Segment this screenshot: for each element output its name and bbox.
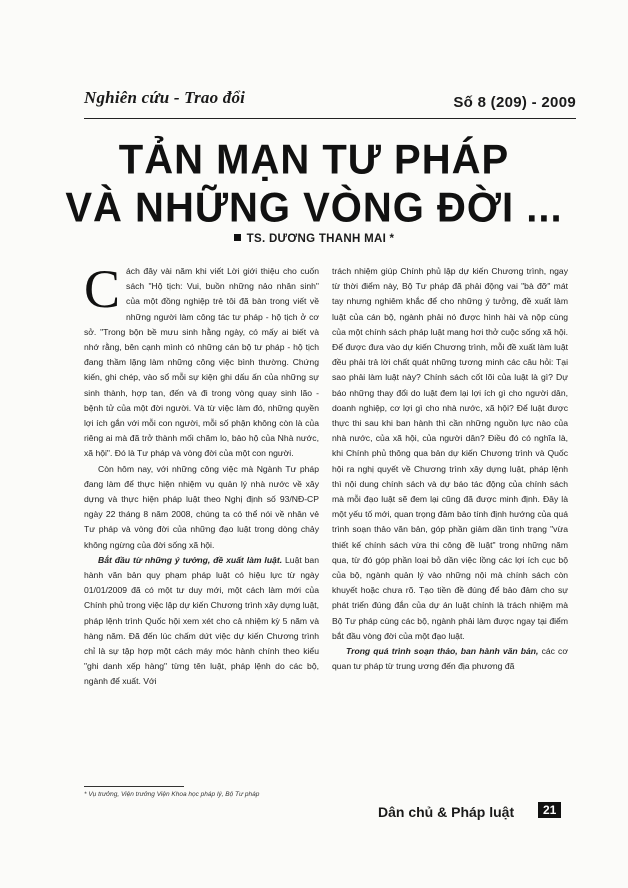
right-column (332, 264, 568, 674)
author-byline (0, 233, 628, 245)
header-rule (84, 118, 576, 119)
running-header (84, 86, 576, 116)
paragraph (84, 553, 319, 690)
author-footnote: * Vụ trưởng, Viện trưởng Viện Khoa học pháp lý, Bộ Tư pháp (84, 791, 260, 798)
footer-publication-title: Dân chủ & Pháp luật (378, 804, 515, 820)
paragraph-text: các cơ quan tư pháp từ trung ương đến địa phương đã (332, 646, 568, 672)
section-title: Nghiên cứu - Trao đổi (84, 88, 246, 107)
issue-number: Số 8 (209) - 2009 (453, 94, 576, 111)
paragraph: trách nhiệm giúp Chính phủ lập dự kiến Chương trình, ngay từ thời điểm này, Bộ Tư pháp đã phải động vai "bà đỡ" mát tay nhưng nghiêm khắc để cho những ý tưởng, đề xuất làm luật của cán bộ, ngành phải nó được hình hài và nộp cùng của một chính sách pháp luật mang hơi thở cuộc sống xã hội. Để được đưa vào dự kiến Chương trình, mỗi đề xuất làm luật đều phải trả lời chất quát những tương minh các câu hỏi: Tại sao phải làm luật này? Chính sách cốt lõi của luật là gì? Dự báo những thay đổi do luật đem lại lợi ích gì cho người dân, doanh nghiệp, cơ lợi gì cho nhà nước, xã hội? Để luật được thực thi sau khi ban hành thì cần những nguồn lực nào của nhà nước, của xã hội, của người dân? Điều đó có nghĩa là, khi Chính phủ thông qua bản dự kiến Chương trình và Quốc hội ra nghị quyết về Chương trình xây dựng luật, pháp lệnh thì nội dung chính sách và dự báo tác động của chính sách mà mỗi đạo luật sẽ đem lại cũng đã được minh định. Đây là một yếu tố mới, quan trọng đảm bảo tính định hướng của quá trình soạn thảo văn bản, góp phần giảm dần tình trạng "vừa thiết kế chính sách vừa thi công đề luật" trong những năm qua, từ đó góp phần loại bỏ dần việc lồng các lợi ích cục bộ của bộ, ngành quản lý vào những nội mà chính sách còn khuyết hoặc chưa rõ. Tạo tiền đề đúng để bảo đảm cho sự phát triển đúng đắn của dự án luật chính là trách nhiệm mà Bộ Tư pháp cùng các bộ, ngành phải làm được ngay tại điểm bắt đầu vòng đời của một đạo luật. (332, 266, 568, 641)
paragraph-lead: Trong quá trình soạn thảo, ban hành văn bản, (346, 646, 539, 657)
paragraph-lead: Bắt đầu từ những ý tưởng, đề xuất làm luật. (98, 554, 283, 565)
paragraph (332, 644, 568, 674)
left-column (84, 259, 320, 690)
paragraph: Còn hôm nay, với những công việc mà Ngành Tư pháp đang làm để thực hiện nhiệm vụ quản lý nhà nước về xây dựng và thực hiện pháp luật theo Nghị định số 93/NĐ-CP ngày 22 tháng 8 năm 2008, chúng ta có thể nói về nhân vẻ Tư pháp và vòng đời của những đạo luật trong dòng chảy không ngừng của đời sống xã hội. (84, 463, 319, 550)
author-name: TS. DƯƠNG THANH MAI * (246, 233, 395, 245)
paragraph-text: ách đây vài năm khi viết Lời giới thiệu cho cuốn sách "Hộ tịch: Vui, buồn những nảo nhân sinh" của một đồng nghiệp trẻ tôi đã bàn trong viết về những người làm công tác tư pháp - hộ tịch ở cơ sở. "Trong bộn bề mưu sinh hằng ngày, có mấy ai biết và nhớ rằng, bên cạnh mình có những cán bộ tư pháp - hộ tịch đang thầm lặng làm những công việc bình thường. Chứng kiến, ghi chép, vào sổ mỗi sự kiện ghi dấu ấn của những sự sinh thành, hợp tan, đến và đi trong vòng quay sinh lão - bệnh tử của một đời người. Và từ việc làm đó, những quyền lợi ích gắn với mỗi con người, mỗi số phận không còn là của riêng ai mà đã trở thành mối chăm lo, bảo hộ của Nhà nước, xã hội". Đó là Tư pháp và vòng đời của một con người. (84, 266, 319, 459)
drop-cap: C (84, 259, 121, 319)
paragraph (84, 259, 319, 462)
article-title-line-1: TẢN MẠN TƯ PHÁP (118, 136, 510, 184)
page-number: 21 (538, 802, 561, 818)
footnote-rule (84, 786, 184, 787)
article-title-line-2: VÀ NHỮNG VÒNG ĐỜI ... (65, 184, 563, 232)
paragraph-text: Luật ban hành văn bản quy phạm pháp luật có hiệu lực từ ngày 01/01/2009 đã có một tư duy mới, một cách làm mới của Chính phủ trong việc lập dự kiến Chương trình xây dựng luật, pháp lệnh trình Quốc hội xem xét cho cả nhiệm kỳ 5 năm và hàng năm. Đã đến lúc chấm dứt việc dự kiến Chương trình chỉ là sự tập hợp một cách máy móc hành chính theo kiểu "ghi danh xếp hàng" từng tên luật, pháp lệnh do các bộ, ngành để xuất. Với (84, 554, 320, 687)
square-bullet-icon (234, 234, 241, 241)
